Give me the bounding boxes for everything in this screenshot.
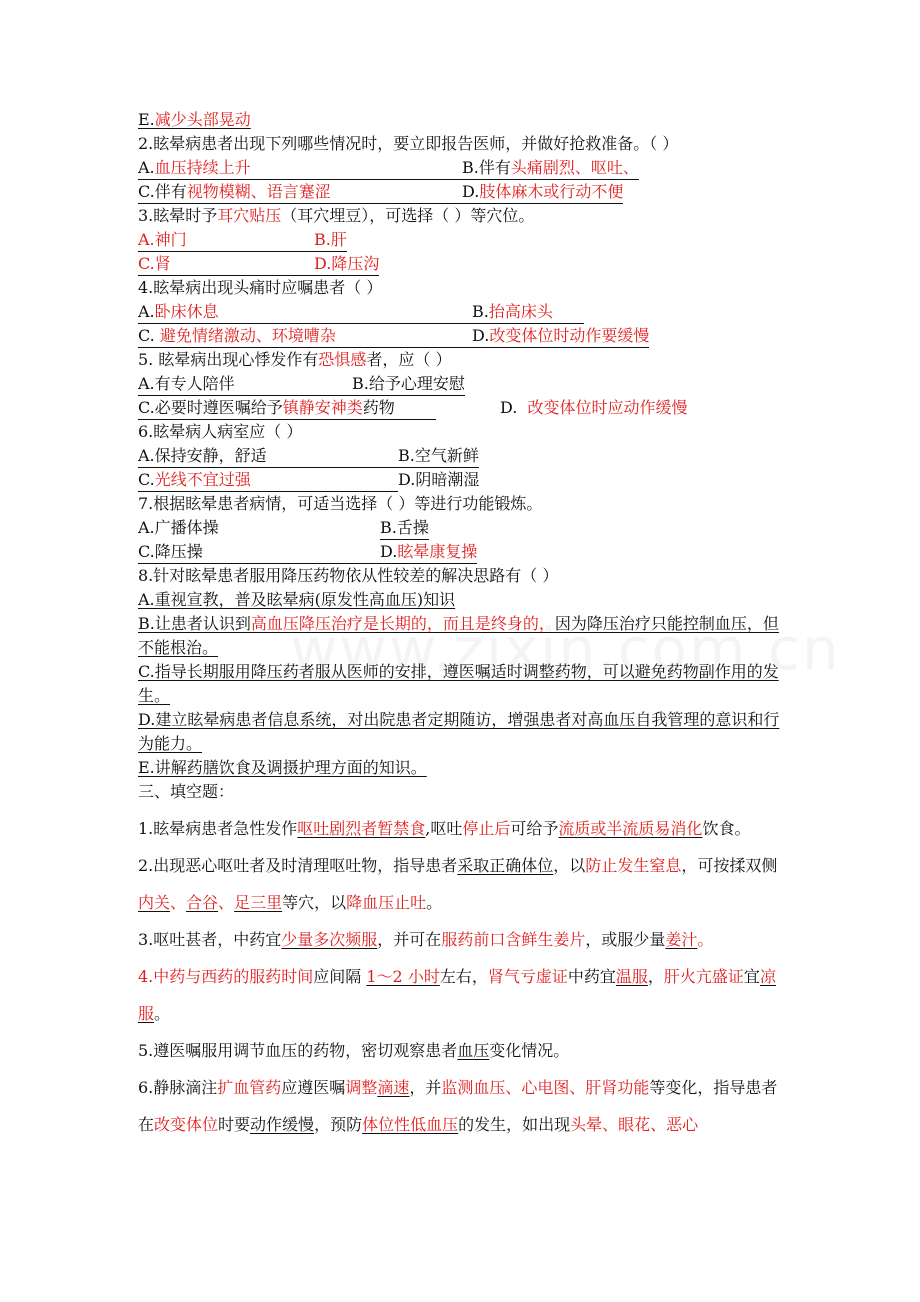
q3-option-b: B.肝 bbox=[314, 228, 347, 252]
q6-option-b: B.空气新鲜 bbox=[398, 444, 479, 468]
q6-options-ab bbox=[138, 444, 786, 468]
q4-options-cd bbox=[138, 324, 786, 348]
q7-options-cd bbox=[138, 540, 786, 564]
q5-options-cd bbox=[138, 396, 786, 420]
q8-option-a: A.重视宣教，普及眩晕病(原发性高血压)知识 bbox=[138, 590, 456, 609]
q5-stem: 5. 眩晕病出现心悸发作有恐惧感者，应（ ） bbox=[138, 350, 452, 369]
fill-2: 2.出现恶心呕吐者及时清理呕吐物，指导患者采取正确体位，以防止发生窒息，可按揉双侧内关、合谷、足三里等穴，以降血压止吐。 bbox=[138, 856, 778, 912]
q5-option-b: B.给予心理安慰 bbox=[352, 372, 465, 396]
q7-option-a: A.广播体操 bbox=[138, 518, 219, 537]
fill-6: 6.静脉滴注扩血管药应遵医嘱调整滴速，并监测血压、心电图、肝肾功能等变化，指导患者在改变体位时要动作缓慢，预防体位性低血压的发生，如出现头晕、眼花、恶心 bbox=[138, 1078, 778, 1134]
q2-option-d: D.肢体麻木或行动不便 bbox=[462, 180, 623, 204]
section-three-title: 三、填空题： bbox=[138, 782, 235, 801]
q3-option-a: A.神门 bbox=[138, 228, 314, 252]
fill-3: 3.呕吐甚者，中药宜少量多次频服，并可在服药前口含鲜生姜片，或服少量姜汁。 bbox=[138, 930, 714, 949]
q3-options-cd bbox=[138, 252, 786, 276]
q6-option-a: A.保持安静，舒适 bbox=[138, 444, 398, 468]
q8-option-e: E.讲解药膳饮食及调摄护理方面的知识。 bbox=[138, 758, 427, 777]
q3-stem: 3.眩晕时予耳穴贴压（耳穴埋豆），可选择（ ）等穴位。 bbox=[138, 206, 535, 225]
q2-option-c: C.伴有视物模糊、语言蹇涩 bbox=[138, 180, 462, 204]
q7-stem: 7.根据眩晕患者病情，可适当选择（ ）等进行功能锻炼。 bbox=[138, 494, 543, 513]
q8-stem: 8.针对眩晕患者服用降压药物依从性较差的解决思路有（ ） bbox=[138, 566, 559, 585]
q5-option-a: A.有专人陪伴 bbox=[138, 372, 352, 396]
q2-stem: 2.眩晕病患者出现下列哪些情况时，要立即报告医师，并做好抢救准备。（ ） bbox=[138, 134, 679, 153]
q4-option-b: B.抬高床头 bbox=[472, 300, 584, 324]
q6-stem: 6.眩晕病人病室应（ ） bbox=[138, 422, 303, 441]
q3-options-ab bbox=[138, 228, 786, 252]
q4-option-d: D.改变体位时动作要缓慢 bbox=[472, 324, 649, 348]
q6-option-c: C.光线不宜过强 bbox=[138, 468, 398, 492]
q4-option-a: A.卧床休息 bbox=[138, 300, 472, 324]
q2-option-a: A.血压持续上升 bbox=[138, 156, 462, 180]
q7-options-ab bbox=[138, 516, 786, 540]
q1-option-e: E.减少头部晃动 bbox=[138, 110, 251, 129]
q6-option-d: D.阴暗潮湿 bbox=[398, 470, 480, 489]
q5-options-ab bbox=[138, 372, 786, 396]
q5-option-c: C.必要时遵医嘱给予镇静安神类药物 bbox=[138, 396, 436, 420]
q7-option-d: D.眩晕康复操 bbox=[380, 540, 477, 564]
fill-1: 1.眩晕病患者急性发作呕吐剧烈者暂禁食,呕吐停止后可给予流质或半流质易消化饮食。 bbox=[138, 819, 751, 838]
q3-option-d: D.降压沟 bbox=[314, 252, 379, 276]
document-page bbox=[138, 108, 786, 1143]
q2-option-b: B.伴有头痛剧烈、呕吐、 bbox=[462, 156, 639, 180]
q3-option-c: C.肾 bbox=[138, 252, 314, 276]
q8-option-c: C.指导长期服用降压药者服从医师的安排，遵医嘱适时调整药物，可以避免药物副作用的发生。 bbox=[138, 662, 779, 705]
q4-option-c: C. 避免情绪激动、环境嘈杂 bbox=[138, 324, 472, 348]
q8-option-d: D.建立眩晕病患者信息系统，对出院患者定期随访，增强患者对高血压自我管理的意识和行为能力。 bbox=[138, 710, 780, 753]
q8-option-b: B.让患者认识到高血压降压治疗是长期的，而且是终身的，因为降压治疗只能控制血压，但不能根治。 bbox=[138, 614, 779, 657]
q6-options-cd bbox=[138, 468, 786, 492]
q4-stem: 4.眩晕病出现头痛时应嘱患者（ ） bbox=[138, 278, 383, 297]
fill-5: 5.遵医嘱服用调节血压的药物，密切观察患者血压变化情况。 bbox=[138, 1041, 570, 1060]
q2-options-ab bbox=[138, 156, 786, 180]
fill-4: 4.中药与西药的服药时间应间隔 1～2 小时左右，肾气亏虚证中药宜温服，肝火亢盛证宜凉服。 bbox=[138, 967, 776, 1023]
q5-option-d: D. 改变体位时应动作缓慢 bbox=[500, 398, 688, 417]
q4-options-ab bbox=[138, 300, 786, 324]
q2-options-cd bbox=[138, 180, 786, 204]
q7-option-b: B.舌操 bbox=[380, 516, 429, 540]
q7-option-c: C.降压操 bbox=[138, 540, 380, 564]
